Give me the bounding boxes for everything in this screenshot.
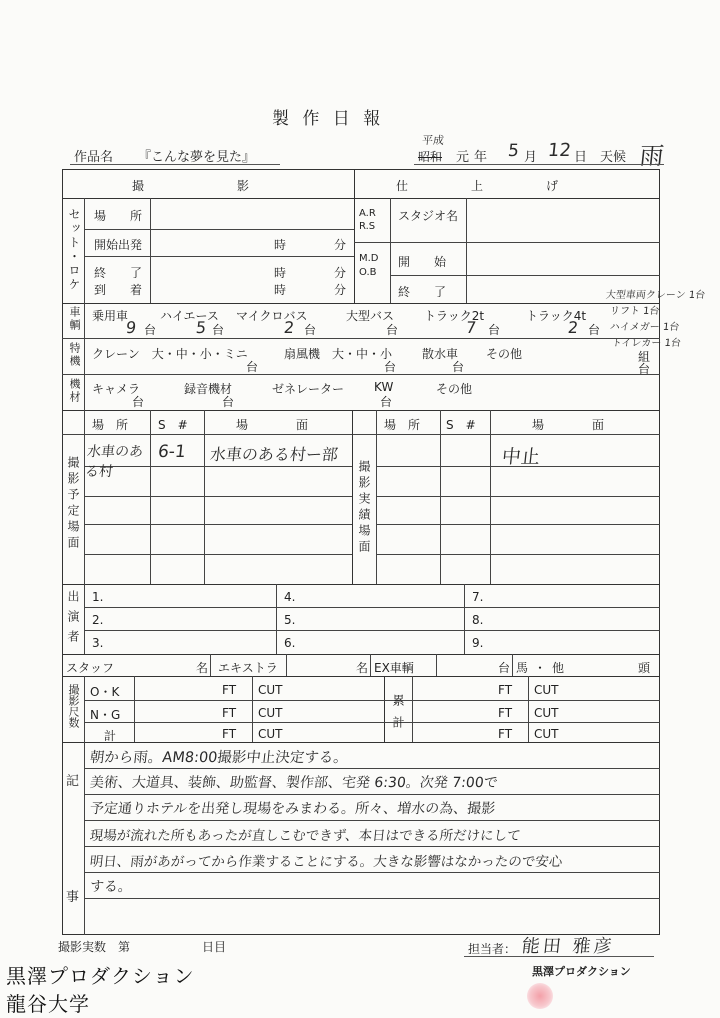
- cast-label: 出演者: [66, 590, 80, 650]
- vehicle-type-2: ハイエース: [160, 309, 219, 323]
- planned-s-1: 6-1: [156, 442, 187, 462]
- hour-end: 時: [274, 266, 287, 280]
- era-printed: 昭和: [418, 150, 443, 164]
- rule: [84, 872, 660, 873]
- cumulative-label: 累計: [391, 694, 405, 738]
- col-scene-left: 場 面: [236, 418, 309, 432]
- rule: [528, 676, 529, 742]
- rule: [464, 584, 465, 654]
- finish-label: 終 了: [398, 285, 447, 299]
- year-unit: 年: [474, 150, 488, 165]
- actual-scenes-label: 撮影実績場面: [357, 460, 371, 556]
- watermark-line-2: 龍谷大学: [6, 992, 90, 1016]
- horse-label: 馬・他: [516, 661, 571, 675]
- vehicle-side-note-4: トイレカー 1台: [611, 338, 682, 349]
- company-name: 黒澤プロダクション: [532, 965, 631, 978]
- cut-3: CUT: [258, 727, 283, 741]
- arrive-label: 到 着: [94, 283, 143, 297]
- crane-label: クレーン 大・中・小・ミニ: [92, 347, 248, 361]
- equipment-unit-1: 台: [132, 395, 145, 409]
- planned-scenes-label: 撮影予定場面: [66, 456, 80, 552]
- cast-slot-8: 8.: [472, 613, 484, 627]
- date-underline: [414, 164, 664, 165]
- col-s-right: S #: [446, 418, 476, 432]
- cast-slot-2: 2.: [92, 613, 104, 627]
- rule: [384, 676, 385, 742]
- rule: [84, 630, 660, 631]
- ex-vehicle-unit: 台: [498, 661, 511, 675]
- vehicle-label: 車輌: [68, 306, 81, 332]
- rule: [84, 229, 354, 230]
- extra-unit: 名: [356, 661, 369, 675]
- planned-scene-1: 水車のある村ー部: [208, 445, 339, 464]
- month-value: 5: [506, 141, 520, 161]
- end-label: 終 了: [94, 266, 143, 280]
- rule: [84, 303, 85, 418]
- work-underline: [70, 164, 280, 165]
- vehicle-type-4: 大型バス: [346, 309, 395, 323]
- rule: [204, 410, 205, 584]
- cast-slot-6: 6.: [284, 636, 296, 650]
- weather-label: 天候: [600, 150, 627, 165]
- vehicle-type-5: トラック2t: [424, 309, 485, 323]
- ft-3: FT: [222, 727, 237, 741]
- cut-5: CUT: [534, 706, 559, 720]
- sound-label: 録音機材: [184, 382, 233, 396]
- rule: [62, 374, 660, 375]
- special-unit-2: 台: [384, 360, 397, 374]
- rule: [84, 496, 352, 497]
- rule: [150, 198, 151, 303]
- cut-6: CUT: [534, 727, 559, 741]
- rule: [84, 524, 352, 525]
- note-line-1: 朝から雨。AM8:00撮影中止決定する。: [89, 750, 349, 766]
- ft-1: FT: [222, 683, 237, 697]
- special-other-label: その他: [486, 347, 523, 361]
- vehicle-type-3: マイクロバス: [236, 309, 308, 323]
- cast-slot-4: 4.: [284, 590, 296, 604]
- rule: [490, 410, 491, 584]
- rule: [84, 820, 660, 821]
- rule: [84, 410, 85, 584]
- planned-place-1: 水車のある村: [84, 444, 144, 480]
- vehicle-type-1: 乗用車: [92, 309, 129, 323]
- cut-4: CUT: [534, 683, 559, 697]
- vehicle-unit-6: 台: [588, 323, 601, 337]
- special-label: 特機: [68, 342, 81, 368]
- rule: [390, 198, 391, 303]
- rule: [376, 524, 660, 525]
- min-arrive: 分: [334, 283, 347, 297]
- vehicle-side-note-1: 大型車両クレーン 1台: [605, 290, 706, 301]
- month-unit: 月: [524, 150, 538, 165]
- cast-slot-3: 3.: [92, 636, 104, 650]
- rule: [512, 654, 513, 676]
- studio-label: スタジオ名: [398, 209, 459, 223]
- shoot-header: 撮 影: [132, 179, 253, 193]
- note-line-4: 現場が流れた所もあったが直しこむできず、本日はできる所だけにして: [88, 828, 522, 844]
- rule: [62, 742, 660, 743]
- footage-label: 撮影尺数: [67, 684, 80, 728]
- set-location-label: セット・ロケ: [67, 208, 81, 292]
- equipment-label: 機材: [68, 378, 81, 404]
- vehicle-count-1: 9: [125, 318, 138, 337]
- day-value: 12: [546, 140, 573, 161]
- sprinkler-label: 散水車: [422, 347, 459, 361]
- camera-label: キャメラ: [92, 382, 141, 396]
- rule: [84, 676, 85, 742]
- col-s-left: S #: [158, 418, 188, 432]
- col-place-right: 場 所: [384, 418, 421, 432]
- rule: [84, 584, 85, 654]
- red-stamp-seal: [527, 983, 553, 1009]
- work-name-label: 作品名: [74, 150, 114, 165]
- kw-label: KW: [374, 380, 394, 394]
- ng-label: N・G: [90, 708, 121, 722]
- hour-arrive: 時: [274, 283, 287, 297]
- equipment-unit-3: 台: [380, 395, 393, 409]
- person-underline: [464, 956, 654, 957]
- rule: [84, 768, 660, 769]
- shoot-days-label: 撮影実数 第: [58, 940, 131, 954]
- cut-2: CUT: [258, 706, 283, 720]
- note-line-2: 美術、大道具、装飾、助監督、製作部、宅発 6:30。次発 7:00で: [89, 775, 499, 791]
- cast-slot-7: 7.: [472, 590, 484, 604]
- rule: [84, 722, 660, 723]
- rule: [84, 607, 660, 608]
- note-line-5: 明日、雨があがってから作業することにする。大きな影響はなかったので安心: [88, 854, 564, 870]
- vehicle-unit-4: 台: [386, 323, 399, 337]
- vehicle-side-note-3: ハイメガー 1台: [609, 322, 680, 333]
- cut-1: CUT: [258, 683, 283, 697]
- generator-label: ゼネレーター: [272, 382, 345, 396]
- day-unit: 日: [574, 150, 588, 165]
- vehicle-count-2: 5: [195, 318, 208, 337]
- shoot-days-unit: 日目: [202, 940, 227, 954]
- actual-scene-1: 中止: [500, 446, 542, 468]
- special-unit-3: 台: [452, 360, 465, 374]
- equipment-other-label: その他: [436, 382, 473, 396]
- rule: [84, 846, 660, 847]
- start-label: 開始出発: [94, 238, 143, 252]
- equipment-unit-2: 台: [222, 395, 235, 409]
- note-line-3: 予定通りホテルを出発し現場をみまわる。所々、増水の為、撮影: [89, 801, 497, 817]
- ft-4: FT: [498, 683, 513, 697]
- md-ob-label: M.D O.B: [359, 253, 379, 278]
- rule: [84, 700, 660, 701]
- cast-slot-1: 1.: [92, 590, 104, 604]
- finish-header: 仕 上 げ: [396, 179, 562, 193]
- ft-2: FT: [222, 706, 237, 720]
- special-unit-4: 台: [638, 362, 651, 376]
- rule: [370, 654, 371, 676]
- rule: [252, 676, 253, 742]
- ok-label: O・K: [90, 685, 120, 699]
- ft-5: FT: [498, 706, 513, 720]
- col-place-left: 場 所: [92, 418, 129, 432]
- person-label: 担当者：: [468, 942, 517, 956]
- rule: [84, 742, 85, 935]
- rule: [134, 676, 135, 742]
- rule: [84, 794, 660, 795]
- vehicle-count-3: 2: [283, 318, 296, 337]
- rule: [440, 410, 441, 584]
- rule: [354, 169, 355, 303]
- year-value: 元: [456, 150, 470, 165]
- fan-label: 扇風機 大・中・小: [284, 347, 393, 361]
- rule: [62, 410, 660, 411]
- notes-label-bottom: 事: [66, 890, 80, 905]
- special-unit-1: 台: [246, 360, 259, 374]
- era-written: 平成: [421, 134, 445, 147]
- vehicle-unit-2: 台: [212, 323, 225, 337]
- vehicle-unit-5: 台: [488, 323, 501, 337]
- report-title: 製 作 日 報: [272, 109, 385, 129]
- extra-label: エキストラ: [218, 661, 278, 675]
- staff-label: スタッフ: [66, 661, 115, 675]
- special-group-unit: 組: [638, 350, 651, 364]
- rule: [62, 198, 660, 199]
- rule: [62, 338, 660, 339]
- rule: [390, 275, 660, 276]
- ar-rs-label: A.R R.S: [359, 208, 376, 232]
- hour-start: 時: [274, 238, 287, 252]
- staff-unit: 名: [196, 661, 209, 675]
- rule: [84, 898, 660, 899]
- min-end: 分: [334, 266, 347, 280]
- rule: [352, 410, 353, 584]
- rule: [62, 584, 660, 585]
- rule: [62, 434, 660, 435]
- vehicle-side-note-2: リフト 1台: [609, 306, 660, 317]
- weather-value: 雨: [638, 142, 666, 170]
- work-title: 『こんな夢を見た』: [138, 150, 256, 165]
- begin-label: 開 始: [398, 255, 447, 269]
- vehicle-unit-3: 台: [304, 323, 317, 337]
- rule: [376, 554, 660, 555]
- rule: [150, 410, 151, 584]
- rule: [84, 554, 352, 555]
- rule: [84, 198, 85, 303]
- vehicle-unit-1: 台: [144, 323, 157, 337]
- ex-vehicle-label: EX車輌: [374, 661, 414, 675]
- rule: [354, 242, 660, 243]
- person-name: 能田 雅彦: [520, 936, 616, 957]
- rule: [62, 676, 660, 677]
- watermark-line-1: 黒澤プロダクション: [6, 964, 195, 988]
- notes-label-top: 記: [66, 774, 80, 789]
- rule: [286, 654, 287, 676]
- horse-unit: 頭: [638, 661, 651, 675]
- ft-6: FT: [498, 727, 513, 741]
- rule: [62, 303, 660, 304]
- rule: [376, 410, 377, 584]
- note-line-6: する。: [89, 879, 133, 895]
- subtotal-label: 計: [104, 729, 117, 743]
- min-start: 分: [334, 238, 347, 252]
- place-label: 場 所: [94, 209, 143, 223]
- rule: [62, 654, 660, 655]
- rule: [84, 256, 354, 257]
- col-scene-right: 場 面: [532, 418, 605, 432]
- rule: [466, 198, 467, 303]
- vehicle-count-6: 2: [567, 318, 580, 337]
- cast-slot-9: 9.: [472, 636, 484, 650]
- rule: [210, 654, 211, 676]
- rule: [376, 496, 660, 497]
- vehicle-count-5: 7: [465, 318, 478, 337]
- vehicle-type-6: トラック4t: [526, 309, 587, 323]
- rule: [436, 654, 437, 676]
- rule: [276, 584, 277, 654]
- rule: [412, 676, 413, 742]
- cast-slot-5: 5.: [284, 613, 296, 627]
